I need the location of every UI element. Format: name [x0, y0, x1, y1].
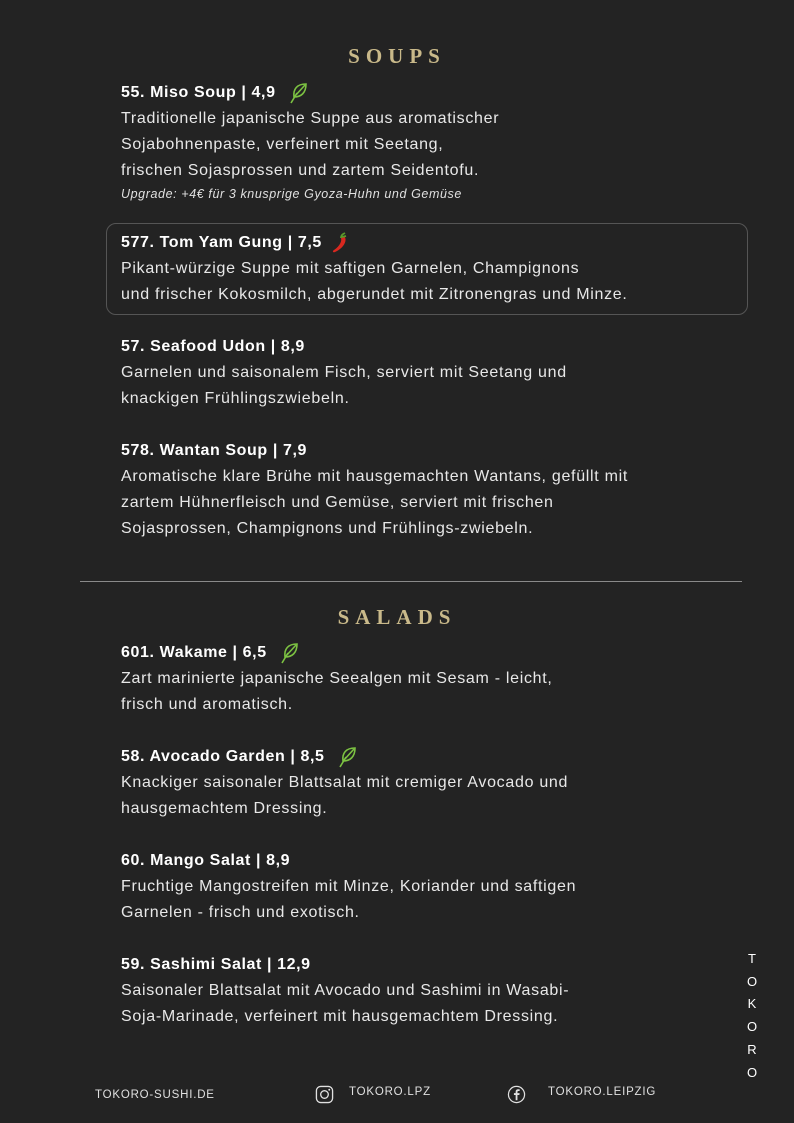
- item-title: 601. Wakame | 6,5: [121, 644, 267, 661]
- item-description: Traditionelle japanische Suppe aus aromatischer Sojabohnenpaste, verfeinert mit Seetang, frischen Sojasprossen und zartem Seidentofu.: [121, 110, 500, 179]
- menu-item-wakame: [121, 640, 751, 718]
- item-description: Zart marinierte japanische Seealgen mit Sesam - leicht, frisch und aromatisch.: [121, 670, 553, 713]
- item-description: Garnelen und saisonalem Fisch, serviert mit Seetang und knackigen Frühlingszwiebeln.: [121, 364, 567, 407]
- menu-item-wantan-soup: [121, 438, 751, 542]
- footer-instagram-handle[interactable]: TOKORO.LPZ: [349, 1086, 431, 1098]
- footer-facebook-handle[interactable]: TOKORO.LEIPZIG: [548, 1086, 657, 1098]
- instagram-icon[interactable]: [315, 1085, 334, 1104]
- item-title: 577. Tom Yam Gung | 7,5: [121, 234, 322, 251]
- leaf-icon: [277, 641, 301, 665]
- item-description: Fruchtige Mangostreifen mit Minze, Koriander und saftigen Garnelen - frisch und exotisch.: [121, 878, 577, 921]
- item-upgrade-note: Upgrade: +4€ für 3 knusprige Gyoza-Huhn und Gemüse: [121, 187, 462, 201]
- leaf-icon: [286, 81, 310, 105]
- item-title: 57. Seafood Udon | 8,9: [121, 338, 305, 355]
- menu-item-miso-soup: [121, 80, 751, 204]
- item-description: Knackiger saisonaler Blattsalat mit cremiger Avocado und hausgemachtem Dressing.: [121, 774, 569, 817]
- item-title: 55. Miso Soup | 4,9: [121, 84, 276, 101]
- footer-website-link[interactable]: TOKORO-SUSHI.DE: [95, 1089, 215, 1101]
- facebook-icon[interactable]: [507, 1085, 526, 1104]
- soups-heading: SOUPS: [348, 44, 446, 68]
- section-divider: [80, 581, 742, 582]
- item-title: 59. Sashimi Salat | 12,9: [121, 956, 311, 973]
- vertical-brand-text: T O K O R O: [746, 951, 758, 1080]
- salads-heading: SALADS: [337, 605, 457, 629]
- item-description: Aromatische klare Brühe mit hausgemachten Wantans, gefüllt mit zartem Hühnerfleisch und Gemüse, serviert mit frischen Sojasprossen, Champignons und Frühlings-zwiebeln.: [121, 468, 629, 537]
- menu-item-mango-salat: [121, 848, 751, 926]
- menu-item-tom-yam-gung: [121, 230, 751, 308]
- menu-item-seafood-udon: [121, 334, 751, 412]
- item-title: 60. Mango Salat | 8,9: [121, 852, 291, 869]
- item-description: Saisonaler Blattsalat mit Avocado und Sashimi in Wasabi- Soja-Marinade, verfeinert mit hausgemachtem Dressing.: [121, 982, 570, 1025]
- leaf-icon: [335, 745, 359, 769]
- menu-item-sashimi-salat: [121, 952, 751, 1030]
- item-title: 578. Wantan Soup | 7,9: [121, 442, 308, 459]
- menu-item-avocado-garden: [121, 744, 751, 822]
- chili-icon: [328, 231, 352, 255]
- item-title: 58. Avocado Garden | 8,5: [121, 748, 325, 765]
- item-description: Pikant-würzige Suppe mit saftigen Garnelen, Champignons und frischer Kokosmilch, abgerundet mit Zitronengras und Minze.: [121, 260, 628, 303]
